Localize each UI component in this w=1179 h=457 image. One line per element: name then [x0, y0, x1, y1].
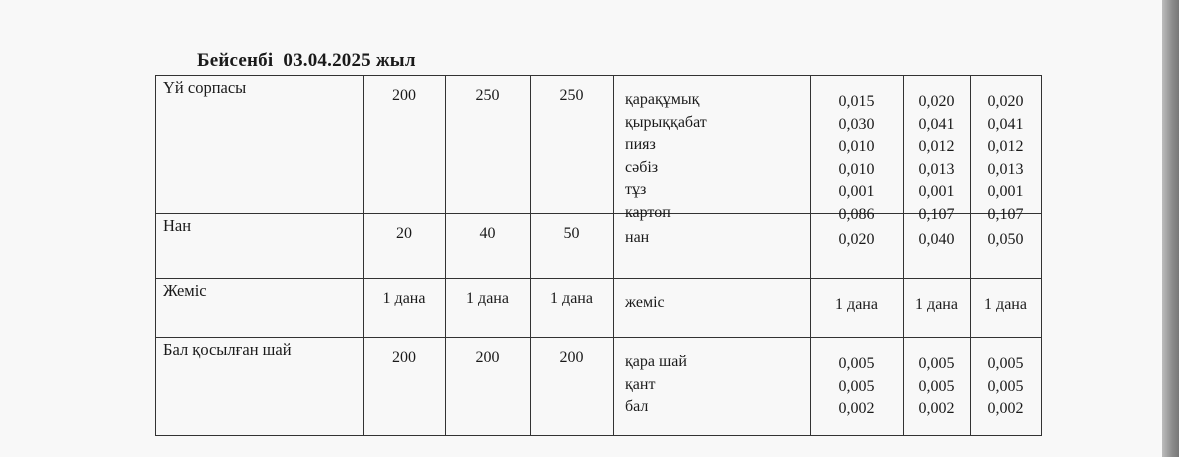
- table-col-border: [530, 75, 531, 435]
- page-heading: [197, 50, 416, 72]
- table-row-border: [155, 278, 1042, 279]
- ingredient-name: қант: [625, 375, 656, 393]
- ingredient-name: сәбіз: [625, 158, 659, 176]
- dish-name: Бал қосылған шай: [163, 340, 292, 359]
- table-col-border: [613, 75, 614, 435]
- dish-name: Нан: [163, 216, 192, 235]
- ingredient-amount: 0,002: [918, 400, 955, 417]
- ingredient-amount: 0,107: [987, 205, 1024, 223]
- ingredient-name: нан: [625, 229, 650, 246]
- portion-size: 40: [479, 225, 496, 242]
- ingredient-amount: 0,020: [918, 93, 955, 110]
- ingredient-name: қырыққабат: [625, 113, 707, 131]
- ingredient-amount: 0,086: [838, 205, 875, 223]
- ingredient-amount: 0,020: [987, 93, 1024, 110]
- ingredient-amount: 0,013: [918, 160, 955, 178]
- ingredient-amount: 1 дана: [915, 296, 958, 313]
- portion-size: 200: [392, 349, 416, 366]
- portion-size: 1 дана: [550, 290, 593, 307]
- ingredient-amount: 0,041: [987, 115, 1024, 133]
- ingredient-name: пияз: [625, 136, 656, 153]
- ingredient-amount: 0,005: [987, 377, 1024, 395]
- table-row-border: [155, 75, 1042, 76]
- ingredient-amount: 0,002: [987, 400, 1024, 417]
- ingredient-amount: 0,002: [838, 400, 875, 417]
- dish-name: Жеміс: [163, 281, 207, 300]
- heading-date: 03.04.2025: [283, 50, 371, 71]
- ingredient-amount: 0,001: [987, 183, 1024, 200]
- ingredient-amount: 0,010: [838, 138, 875, 155]
- ingredient-amount: 0,005: [987, 355, 1024, 372]
- heading-suffix: жыл: [375, 50, 416, 71]
- table-col-border: [363, 75, 364, 435]
- portion-size: 200: [559, 349, 584, 366]
- ingredient-amount: 0,107: [918, 205, 955, 223]
- portion-size: 50: [563, 225, 580, 242]
- portion-size: 250: [559, 87, 584, 104]
- ingredient-amount: 0,005: [918, 377, 955, 395]
- portion-size: 1 дана: [466, 290, 509, 307]
- table-col-border: [155, 75, 156, 435]
- ingredient-amount: 0,005: [838, 355, 875, 372]
- portion-size: 200: [475, 349, 500, 366]
- table-col-border: [1041, 75, 1042, 435]
- portion-size: 250: [475, 87, 500, 104]
- ingredient-amount: 0,013: [987, 160, 1024, 178]
- ingredient-name: жеміс: [625, 294, 665, 311]
- portion-size: 200: [392, 87, 416, 104]
- ingredient-amount: 0,020: [838, 231, 875, 248]
- heading-day: Бейсенбі: [197, 50, 274, 71]
- page-edge-shadow: [1162, 0, 1179, 457]
- ingredient-amount: 1 дана: [984, 296, 1027, 313]
- ingredient-amount: 0,015: [838, 93, 875, 110]
- ingredient-name: қарақұмық: [625, 91, 700, 108]
- ingredient-amount: 0,001: [918, 183, 955, 200]
- ingredient-name: қара шай: [625, 353, 687, 370]
- ingredient-name: бал: [625, 398, 649, 415]
- ingredient-amount: 0,040: [918, 231, 955, 248]
- ingredient-amount: 0,050: [987, 231, 1024, 248]
- dish-name: Үй сорпасы: [163, 78, 247, 97]
- ingredient-amount: 0,001: [838, 183, 875, 200]
- table-row-border: [155, 435, 1042, 436]
- ingredient-amount: 0,005: [918, 355, 955, 372]
- menu-table: [155, 75, 1041, 435]
- ingredient-amount: 1 дана: [835, 296, 878, 313]
- table-col-border: [445, 75, 446, 435]
- ingredient-name: картоп: [625, 203, 671, 221]
- ingredient-amount: 0,030: [838, 115, 875, 133]
- ingredient-amount: 0,012: [918, 138, 955, 155]
- ingredient-amount: 0,010: [838, 160, 875, 178]
- ingredient-amount: 0,041: [918, 115, 955, 133]
- portion-size: 20: [396, 225, 412, 242]
- portion-size: 1 дана: [382, 290, 426, 307]
- ingredient-amount: 0,005: [838, 377, 875, 395]
- ingredient-amount: 0,012: [987, 138, 1024, 155]
- ingredient-name: тұз: [625, 181, 647, 198]
